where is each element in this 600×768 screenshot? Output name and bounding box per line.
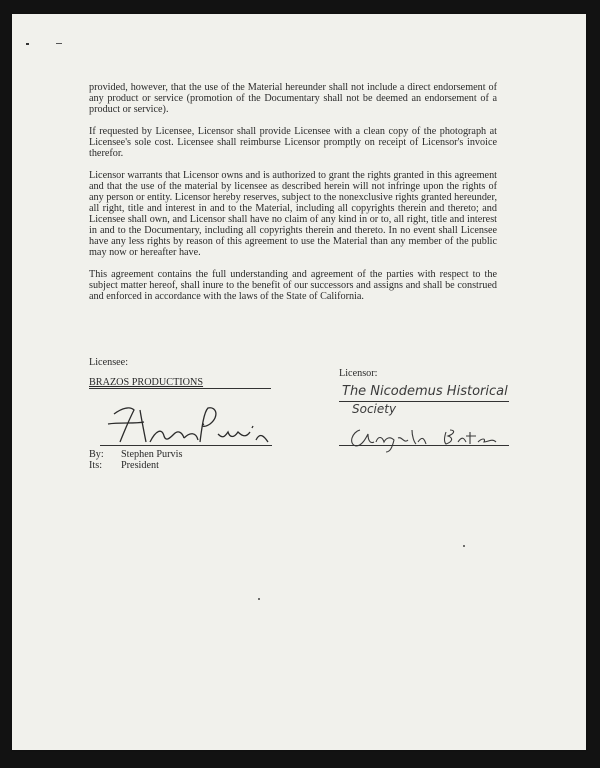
paragraph-full-agreement: This agreement contains the full understanding and agreement of the parties with respect to the subject matter hereof, shall inure to the benefit of our successors and assigns and shall be construed and enforced in accordance with the laws of the State of California.	[89, 269, 497, 302]
agreement-body	[89, 82, 497, 313]
corner-mark	[26, 42, 66, 46]
licensee-by-row	[89, 449, 182, 460]
licensor-signature	[346, 424, 506, 454]
licensee-label: Licensee:	[89, 357, 129, 368]
licensor-signature-line	[339, 445, 509, 446]
licensee-company: BRAZOS PRODUCTIONS	[89, 377, 204, 388]
licensee-its-row	[89, 460, 159, 471]
signer-name: Stephen Purvis	[121, 449, 183, 460]
paper-speck	[463, 545, 465, 547]
licensor-label: Licensor:	[339, 368, 378, 379]
licensee-signature-line	[100, 445, 272, 446]
company-underline	[89, 388, 271, 389]
paper-speck	[258, 598, 260, 600]
licensor-org-line	[339, 401, 509, 402]
licensee-signature	[100, 402, 270, 446]
paragraph-photograph-copy: If requested by Licensee, Licensor shall provide Licensee with a clean copy of the photograph at Licensee's sole cost. Licensee shall reimburse Licensor promptly on receipt of Licensor's invoice therefor.	[89, 126, 497, 159]
licensor-handwritten-org-line2: Society	[352, 402, 397, 416]
its-label: Its:	[89, 460, 103, 471]
signer-title: President	[121, 460, 159, 471]
licensor-handwritten-org-line1: The Nicodemus Historical	[342, 384, 508, 399]
paragraph-endorsement: provided, however, that the use of the Material hereunder shall not include a direct endorsement of any product or service (promotion of the Documentary shall not be deemed an endorsement of a product or service).	[89, 82, 497, 115]
by-label: By:	[89, 449, 104, 460]
paragraph-warranty: Licensor warrants that Licensor owns and is authorized to grant the rights granted in this agreement and that the use of the material by licensee as described herein will not infringe upon the rights of any person or entity. Licensor hereby reserves, subject to the nonexclusive rights granted hereunder, all right, title and interest in and to the Material, including all copyrights therein and thereto; and Licensee shall own, and Licensor shall have no claim of any kind in or to, all right, title and interest in and to the Documentary, including all copyrights therein and thereto. In no event shall Licensee have any less rights by reason of this agreement to use the Material than any member of the public may now or hereafter have.	[89, 170, 497, 258]
